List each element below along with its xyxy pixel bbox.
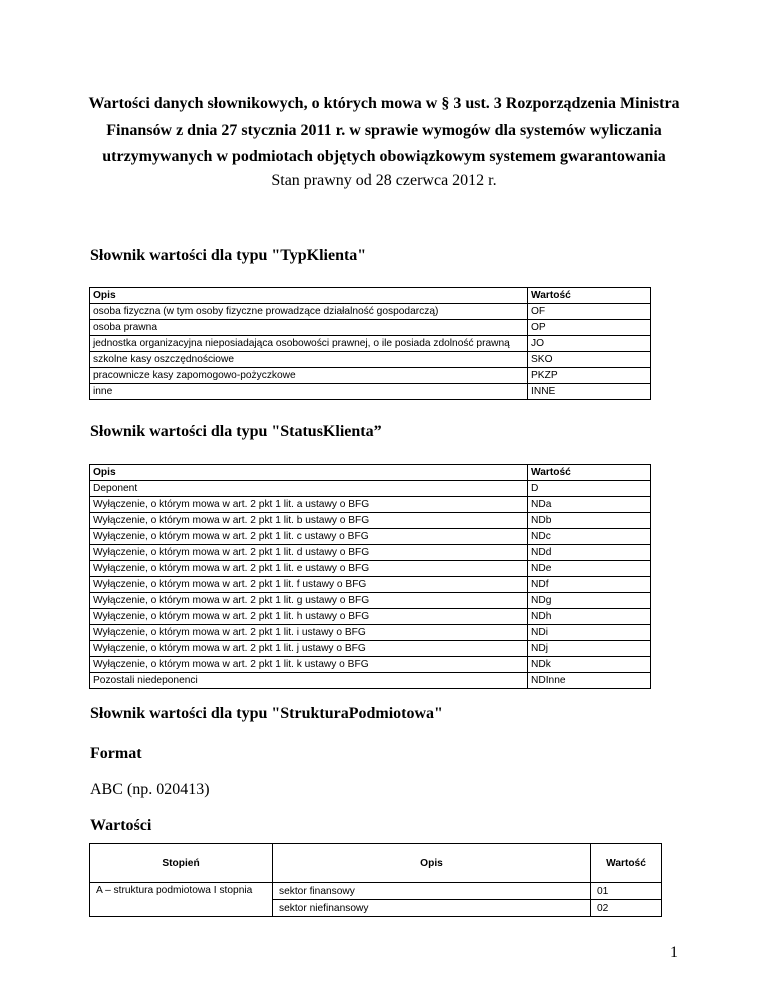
wartosc-cell: NDd (528, 545, 651, 561)
header-opis: Opis (90, 288, 528, 304)
table-row (90, 657, 651, 673)
format-heading: Format (90, 745, 142, 762)
table-header-row (90, 844, 662, 883)
table-header-row (90, 288, 651, 304)
opis-cell: pracownicze kasy zapomogowo-pożyczkowe (90, 368, 528, 384)
opis-cell: sektor finansowy (273, 883, 591, 900)
wartosc-cell: NDh (528, 609, 651, 625)
wartosc-cell: NDi (528, 625, 651, 641)
opis-cell: Wyłączenie, o którym mowa w art. 2 pkt 1 lit. h ustawy o BFG (90, 609, 528, 625)
header-opis: Opis (273, 844, 591, 883)
opis-cell: Wyłączenie, o którym mowa w art. 2 pkt 1 lit. j ustawy o BFG (90, 641, 528, 657)
wartosc-cell: JO (528, 336, 651, 352)
wartosc-cell: INNE (528, 384, 651, 400)
table-row (90, 352, 651, 368)
table-row (90, 497, 651, 513)
wartosc-cell: NDg (528, 593, 651, 609)
opis-cell: Wyłączenie, o którym mowa w art. 2 pkt 1 lit. d ustawy o BFG (90, 545, 528, 561)
wartosc-cell: OF (528, 304, 651, 320)
table-row (90, 513, 651, 529)
opis-cell: szkolne kasy oszczędnościowe (90, 352, 528, 368)
table-header-row (90, 465, 651, 481)
opis-cell: Wyłączenie, o którym mowa w art. 2 pkt 1 lit. i ustawy o BFG (90, 625, 528, 641)
wartosc-cell: NDf (528, 577, 651, 593)
table-row (90, 384, 651, 400)
opis-cell: osoba prawna (90, 320, 528, 336)
wartosc-cell: 01 (591, 883, 662, 900)
opis-cell: Wyłączenie, o którym mowa w art. 2 pkt 1 lit. f ustawy o BFG (90, 577, 528, 593)
struktura-heading: Słownik wartości dla typu "StrukturaPodmiotowa" (90, 705, 443, 722)
opis-cell: Wyłączenie, o którym mowa w art. 2 pkt 1 lit. b ustawy o BFG (90, 513, 528, 529)
opis-cell: Wyłączenie, o którym mowa w art. 2 pkt 1 lit. c ustawy o BFG (90, 529, 528, 545)
opis-cell: jednostka organizacyjna nieposiadająca osobowości prawnej, o ile posiada zdolność prawną (90, 336, 528, 352)
header-wartosc: Wartość (591, 844, 662, 883)
table-row (90, 320, 651, 336)
header-opis: Opis (90, 465, 528, 481)
wartosc-cell: SKO (528, 352, 651, 368)
status-klienta-heading: Słownik wartości dla typu "StatusKlienta” (90, 423, 382, 440)
table-row (90, 304, 651, 320)
table-row (90, 336, 651, 352)
document-title: Wartości danych słownikowych, o których mowa w § 3 ust. 3 Rozporządzenia Ministra Finansów z dnia 27 stycznia 2011 r. w sprawie wymogów dla systemów wyliczania utrzymywanych w podmiotach objętych obowiązkowym systemem gwarantowania (88, 95, 680, 165)
table-row (90, 883, 662, 900)
table-row (90, 529, 651, 545)
wartosc-cell: OP (528, 320, 651, 336)
table-row (90, 577, 651, 593)
table-row (90, 481, 651, 497)
table-row (90, 593, 651, 609)
wartosc-cell: NDe (528, 561, 651, 577)
wartosc-cell: D (528, 481, 651, 497)
wartosc-cell: 02 (591, 900, 662, 917)
opis-cell: Wyłączenie, o którym mowa w art. 2 pkt 1 lit. g ustawy o BFG (90, 593, 528, 609)
table-row (90, 625, 651, 641)
typ-klienta-heading: Słownik wartości dla typu "TypKlienta" (90, 247, 367, 264)
wartosci-heading: Wartości (90, 817, 152, 834)
format-value: ABC (np. 020413) (90, 781, 210, 798)
page-number: 1 (670, 944, 678, 961)
stopien-a-cell: A – struktura podmiotowa I stopnia (90, 883, 273, 917)
wartosc-cell: NDc (528, 529, 651, 545)
wartosc-cell: PKZP (528, 368, 651, 384)
wartosc-cell: NDb (528, 513, 651, 529)
table-row (90, 561, 651, 577)
wartosc-cell: NDa (528, 497, 651, 513)
table-row (90, 673, 651, 689)
wartosc-cell: NDInne (528, 673, 651, 689)
opis-cell: Wyłączenie, o którym mowa w art. 2 pkt 1 lit. a ustawy o BFG (90, 497, 528, 513)
opis-cell: Deponent (90, 481, 528, 497)
struktura-table (89, 843, 662, 917)
table-row (90, 545, 651, 561)
wartosc-cell: NDk (528, 657, 651, 673)
table-row (90, 641, 651, 657)
header-stopien: Stopień (90, 844, 273, 883)
opis-cell: osoba fizyczna (w tym osoby fizyczne prowadzące działalność gospodarczą) (90, 304, 528, 320)
opis-cell: Wyłączenie, o którym mowa w art. 2 pkt 1 lit. k ustawy o BFG (90, 657, 528, 673)
header-wartosc: Wartość (528, 465, 651, 481)
opis-cell: Pozostali niedeponenci (90, 673, 528, 689)
status-klienta-table (89, 464, 651, 689)
document-subtitle: Stan prawny od 28 czerwca 2012 r. (271, 172, 497, 189)
header-wartosc: Wartość (528, 288, 651, 304)
typ-klienta-table (89, 287, 651, 400)
opis-cell: Wyłączenie, o którym mowa w art. 2 pkt 1 lit. e ustawy o BFG (90, 561, 528, 577)
wartosc-cell: NDj (528, 641, 651, 657)
opis-cell: sektor niefinansowy (273, 900, 591, 917)
opis-cell: inne (90, 384, 528, 400)
table-row (90, 609, 651, 625)
table-row (90, 368, 651, 384)
